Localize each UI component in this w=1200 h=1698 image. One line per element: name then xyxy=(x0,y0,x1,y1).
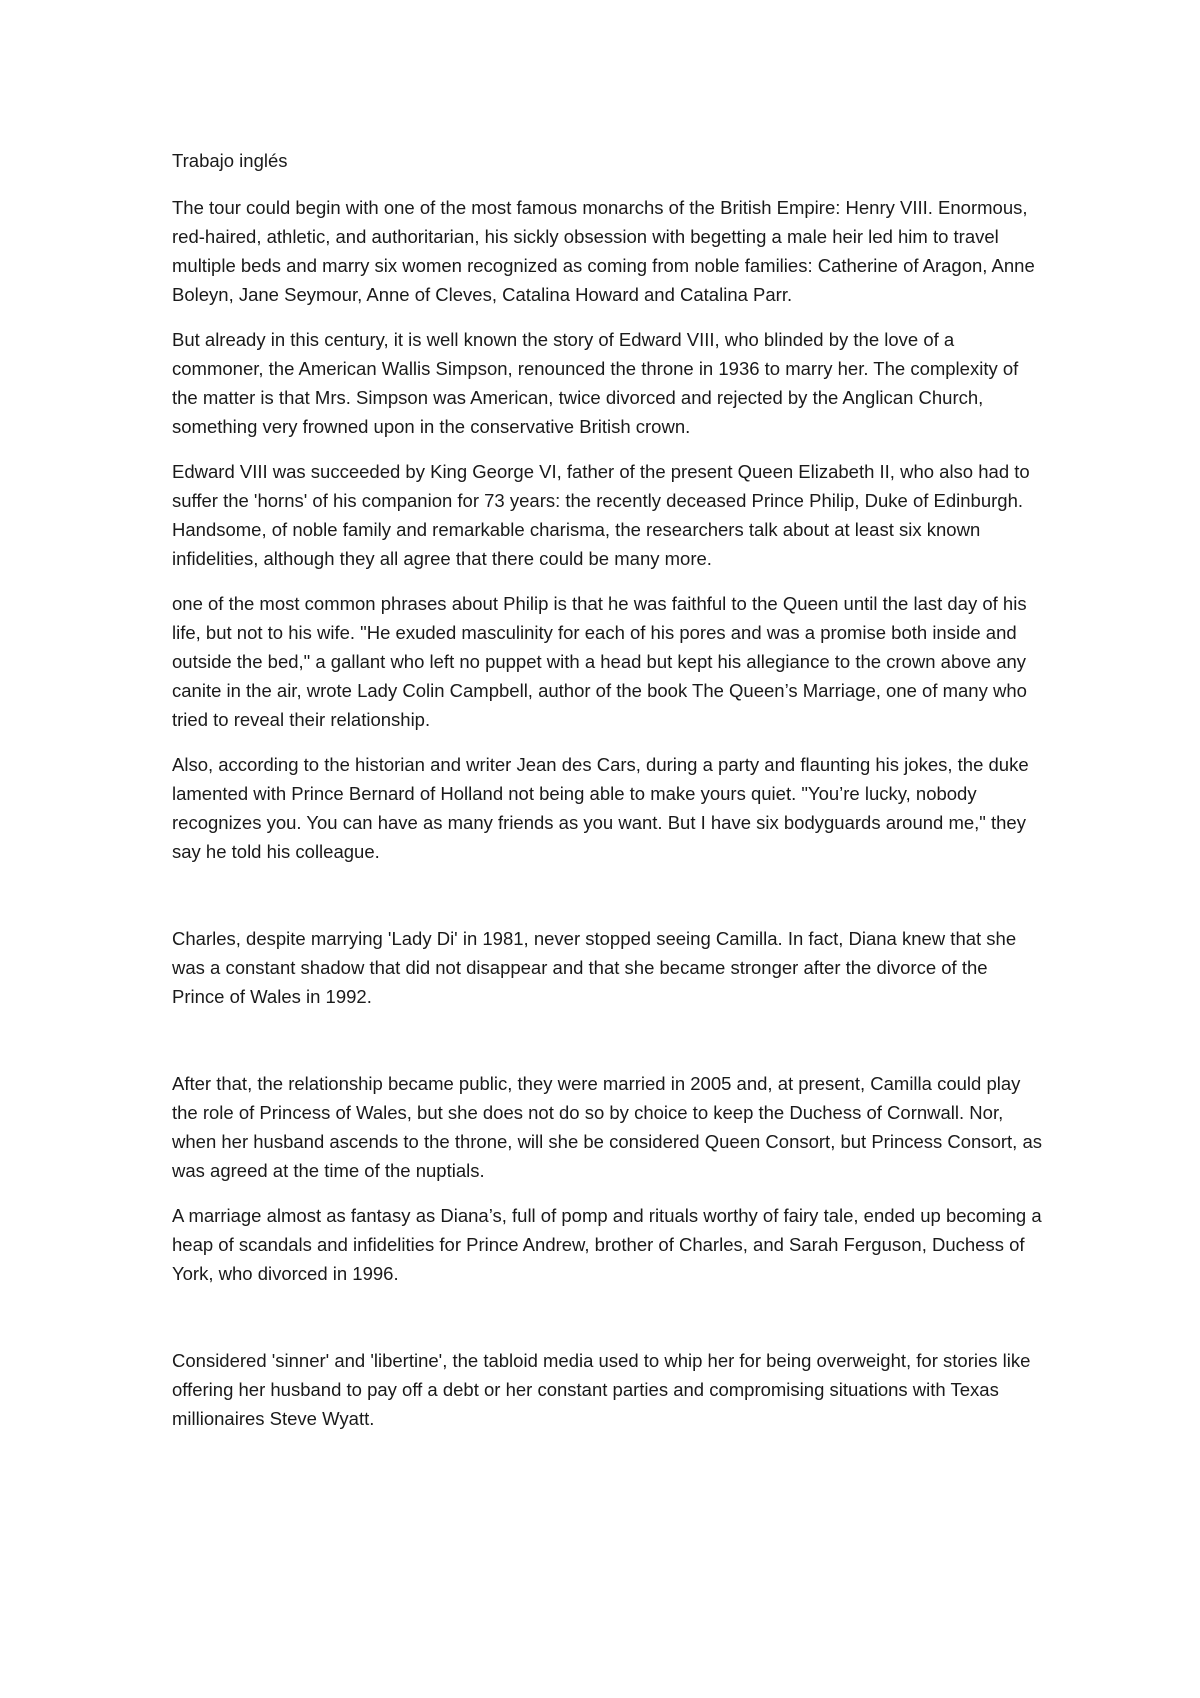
paragraph-edward-viii: But already in this century, it is well known the story of Edward VIII, who blinded by the love of a commoner, the American Wallis Simpson, renounced the throne in 1936 to marry her. The complexity of the matter is that Mrs. Simpson was American, twice divorced and rejected by the Anglican Church, something very frowned upon in the conservative British crown. xyxy=(172,329,1019,437)
paragraph-henry-viii: The tour could begin with one of the most famous monarchs of the British Empire: Henry VIII. Enormous, red-haired, athletic, and authoritarian, his sickly obsession with begetting a male heir led him to travel multiple beds and marry six women recognized as coming from noble families: Catherine of Aragon, Anne Boleyn, Jane Seymour, Anne of Cleves, Catalina Howard and Catalina Parr. xyxy=(172,197,1035,305)
paragraph-george-vi: Edward VIII was succeeded by King George VI, father of the present Queen Elizabeth II, who also had to suffer the 'horns' of his companion for 73 years: the recently deceased Prince Philip, Duke of Edinburgh. Handsome, of noble family and remarkable charisma, the researchers talk about at least six known infidelities, although they all agree that there could be many more. xyxy=(172,461,1030,569)
paragraph-philip: one of the most common phrases about Philip is that he was faithful to the Queen until the last day of his life, but not to his wife. "He exuded masculinity for each of his pores and was a promise both inside and outside the bed," a gallant who left no puppet with a head but kept his allegiance to the crown above any canite in the air, wrote Lady Colin Campbell, author of the book The Queen’s Marriage, one of many who tried to reveal their relationship. xyxy=(172,593,1027,730)
paragraph-jean-des-cars: Also, according to the historian and writer Jean des Cars, during a party and flaunting his jokes, the duke lamented with Prince Bernard of Holland not being able to make yours quiet. "You’re lucky, nobody recognizes you. You can have as many friends as you want. But I have six bodyguards around me," they say he told his colleague. xyxy=(172,754,1029,862)
paragraph-andrew-sarah: A marriage almost as fantasy as Diana’s, full of pomp and rituals worthy of fairy tale, ended up becoming a heap of scandals and infidelities for Prince Andrew, brother of Charles, and Sarah Ferguson, Duchess of York, who divorced in 1996. xyxy=(172,1205,1042,1284)
paragraph-sarah-ferguson: Considered 'sinner' and 'libertine', the tabloid media used to whip her for being overweight, for stories like offering her husband to pay off a debt or her constant parties and compromising situations with Texas millionaires Steve Wyatt. xyxy=(172,1350,1031,1429)
document-title: Trabajo inglés xyxy=(172,150,288,171)
paragraph-charles: Charles, despite marrying 'Lady Di' in 1981, never stopped seeing Camilla. In fact, Diana knew that she was a constant shadow that did not disappear and that she became stronger after the divorce of the Prince of Wales in 1992. xyxy=(172,928,1017,1007)
document-body xyxy=(172,146,1042,1449)
paragraph-camilla: After that, the relationship became public, they were married in 2005 and, at present, Camilla could play the role of Princess of Wales, but she does not do so by choice to keep the Duchess of Cornwall. Nor, when her husband ascends to the throne, will she be considered Queen Consort, but Princess Consort, as was agreed at the time of the nuptials. xyxy=(172,1073,1043,1181)
